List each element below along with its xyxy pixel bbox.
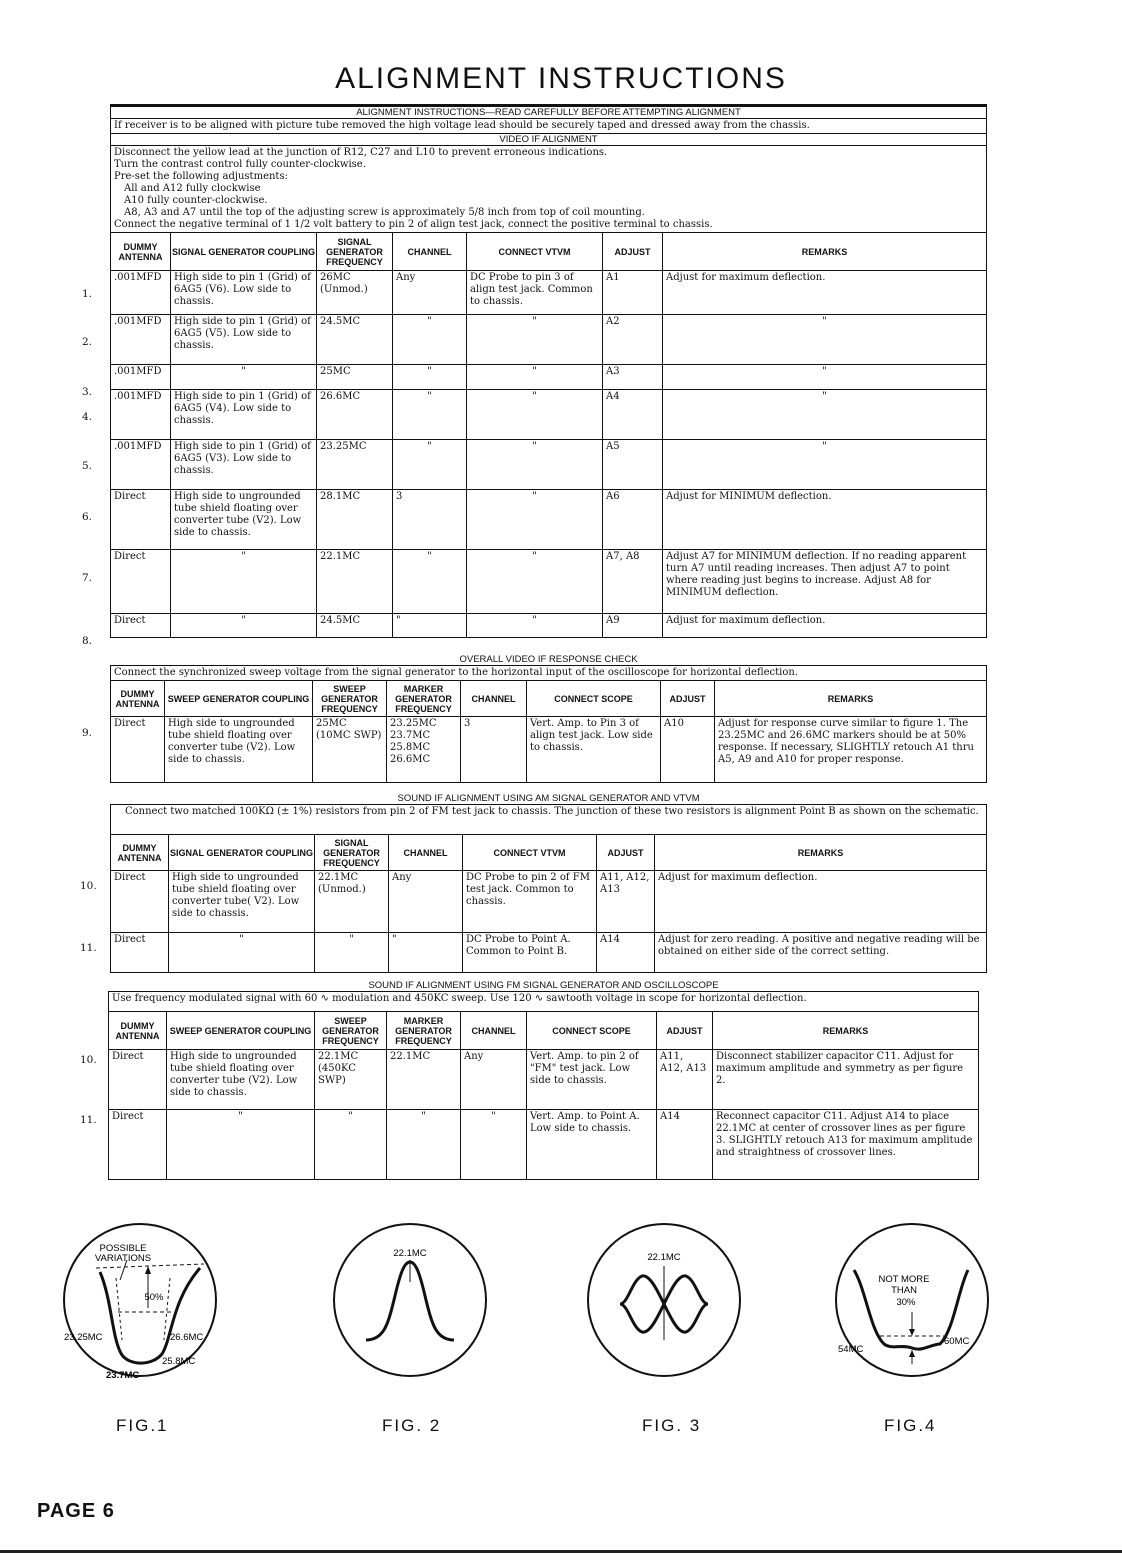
col-header: MARKER GENERATOR FREQUENCY: [387, 1012, 461, 1050]
col-header: DUMMY ANTENNA: [109, 1012, 167, 1050]
note-line: Connect the negative terminal of 1 1/2 volt battery to pin 2 of align test jack, connect the positive terminal to chassis.: [114, 219, 713, 230]
fig4-diagram: [832, 1220, 992, 1380]
marker-cell: 23.25MC 23.7MC 25.8MC 26.6MC: [387, 717, 461, 783]
col-header: ADJUST: [603, 233, 663, 271]
dummy-cell: Direct: [111, 717, 165, 783]
col-header: DUMMY ANTENNA: [111, 233, 171, 271]
col-header: CHANNEL: [389, 835, 463, 871]
fig1-variations: VARIATIONS: [94, 1253, 152, 1264]
row-number: 8.: [82, 635, 93, 647]
connect-cell: ": [467, 390, 603, 440]
fig4-marker: 54MC: [838, 1344, 864, 1355]
channel-cell: ": [393, 440, 467, 490]
note-line: Turn the contrast control fully counter-clockwise.: [114, 159, 366, 170]
col-header: REMARKS: [713, 1012, 979, 1050]
sound-am-table: [110, 793, 987, 973]
col-header: ADJUST: [597, 835, 655, 871]
col-header: SIGNAL GENERATOR FREQUENCY: [317, 233, 393, 271]
table-row: [109, 1050, 979, 1110]
fig1-pct: 50%: [144, 1292, 164, 1303]
adjust-cell: A11, A12, A13: [597, 871, 655, 933]
fig1-scope-icon: [60, 1220, 220, 1380]
sound-fm-table: [108, 980, 979, 1180]
fig1-marker: 23.25MC: [64, 1332, 103, 1343]
channel-cell: ": [393, 614, 467, 638]
col-header: REMARKS: [715, 681, 987, 717]
col-header: SIGNAL GENERATOR COUPLING: [169, 835, 315, 871]
dummy-cell: Direct: [109, 1110, 167, 1180]
dummy-cell: Direct: [111, 614, 171, 638]
dummy-cell: .001MFD: [111, 390, 171, 440]
sound-fm-band: SOUND IF ALIGNMENT USING FM SIGNAL GENERATOR AND OSCILLOSCOPE: [109, 980, 979, 992]
col-header: ADJUST: [657, 1012, 713, 1050]
col-header: REMARKS: [663, 233, 987, 271]
header-band: ALIGNMENT INSTRUCTIONS—READ CAREFULLY BEFORE ATTEMPTING ALIGNMENT: [111, 106, 987, 119]
fig2-scope-icon: [330, 1220, 490, 1380]
table-row: [111, 717, 987, 783]
table-row: [111, 271, 987, 315]
col-header: DUMMY ANTENNA: [111, 681, 165, 717]
dummy-cell: Direct: [111, 933, 169, 973]
coupling-cell: ": [171, 365, 317, 390]
remarks-cell: Reconnect capacitor C11. Adjust A14 to place 22.1MC at center of crossover lines as per figure 3. SLIGHTLY retouch A13 for maximum amplitude and straightness of crossover lines.: [713, 1110, 979, 1180]
remarks-cell: ": [663, 365, 987, 390]
dummy-cell: .001MFD: [111, 365, 171, 390]
page-number: PAGE 6: [37, 1500, 115, 1522]
freq-cell: 22.1MC: [317, 550, 393, 614]
dummy-cell: .001MFD: [111, 440, 171, 490]
freq-cell: ": [315, 933, 389, 973]
fig3-scope-icon: [584, 1220, 744, 1380]
freq-cell: 23.25MC: [317, 440, 393, 490]
remarks-cell: Adjust for maximum deflection.: [655, 871, 987, 933]
adjust-cell: A6: [603, 490, 663, 550]
channel-cell: ": [389, 933, 463, 973]
remarks-cell: Adjust A7 for MINIMUM deflection. If no reading apparent turn A7 until reading increases. Then adjust A7 to point where reading just begins to increase. Adjust A8 for MINIMUM deflection.: [663, 550, 987, 614]
adjust-cell: A1: [603, 271, 663, 315]
freq-cell: 24.5MC: [317, 614, 393, 638]
freq-cell: 26MC (Unmod.): [317, 271, 393, 315]
row-number: 10.: [80, 1054, 97, 1066]
row-number: 1.: [82, 288, 93, 300]
connect-cell: ": [467, 440, 603, 490]
col-header: REMARKS: [655, 835, 987, 871]
header-note: If receiver is to be aligned with picture tube removed the high voltage lead should be securely taped and dressed away from the chassis.: [111, 119, 987, 134]
note-line: A8, A3 and A7 until the top of the adjusting screw is approximately 5/8 inch from top of coil mounting.: [124, 207, 645, 218]
coupling-cell: High side to pin 1 (Grid) of 6AG5 (V3). Low side to chassis.: [171, 440, 317, 490]
col-header: CONNECT SCOPE: [527, 1012, 657, 1050]
fig4-text: 30%: [896, 1297, 916, 1308]
col-header: ADJUST: [661, 681, 715, 717]
connect-cell: DC Probe to pin 2 of FM test jack. Common to chassis.: [463, 871, 597, 933]
note-line: All and A12 fully clockwise: [124, 183, 261, 194]
overall-band: OVERALL VIDEO IF RESPONSE CHECK: [111, 654, 987, 666]
coupling-cell: High side to ungrounded tube shield floating over converter tube( V2). Low side to chassis.: [169, 871, 315, 933]
table-row: [111, 871, 987, 933]
dummy-cell: Direct: [111, 871, 169, 933]
row-number: 11.: [80, 1114, 97, 1126]
fig3-diagram: [584, 1220, 744, 1380]
sweep-cell: ": [315, 1110, 387, 1180]
note-line: Disconnect the yellow lead at the junction of R12, C27 and L10 to prevent erroneous indications.: [114, 147, 608, 158]
table-row: [111, 933, 987, 973]
col-header: CONNECT VTVM: [463, 835, 597, 871]
connect-cell: ": [467, 315, 603, 365]
col-header: DUMMY ANTENNA: [111, 835, 169, 871]
video-if-notes: [111, 146, 987, 233]
adjust-cell: A7, A8: [603, 550, 663, 614]
dummy-cell: .001MFD: [111, 315, 171, 365]
overall-note: Connect the synchronized sweep voltage from the signal generator to the horizontal input of the oscilloscope for horizontal deflection.: [111, 666, 987, 681]
col-header: SWEEP GENERATOR FREQUENCY: [313, 681, 387, 717]
dummy-cell: Direct: [111, 550, 171, 614]
coupling-cell: High side to pin 1 (Grid) of 6AG5 (V5). Low side to chassis.: [171, 315, 317, 365]
freq-cell: 28.1MC: [317, 490, 393, 550]
col-header: CONNECT VTVM: [467, 233, 603, 271]
note-line: Pre-set the following adjustments:: [114, 171, 288, 182]
col-header: SIGNAL GENERATOR FREQUENCY: [315, 835, 389, 871]
table-row: [111, 550, 987, 614]
fig1-diagram: [60, 1220, 220, 1380]
table-row: [111, 614, 987, 638]
video-if-table: [110, 104, 987, 638]
bottom-rule: [0, 1550, 1122, 1553]
col-header: SWEEP GENERATOR FREQUENCY: [315, 1012, 387, 1050]
connect-cell: ": [467, 490, 603, 550]
connect-cell: ": [467, 614, 603, 638]
fig3-label: FIG. 3: [642, 1416, 702, 1435]
dummy-cell: Direct: [109, 1050, 167, 1110]
freq-cell: 22.1MC (Unmod.): [315, 871, 389, 933]
connect-cell: DC Probe to pin 3 of align test jack. Common to chassis.: [467, 271, 603, 315]
coupling-cell: ": [167, 1110, 315, 1180]
col-header: CHANNEL: [393, 233, 467, 271]
row-number: 7.: [82, 572, 93, 584]
row-number: 3.: [82, 386, 93, 398]
channel-cell: ": [393, 315, 467, 365]
coupling-cell: High side to ungrounded tube shield floating over converter tube (V2). Low side to chassis.: [167, 1050, 315, 1110]
channel-cell: ": [393, 365, 467, 390]
adjust-cell: A3: [603, 365, 663, 390]
coupling-cell: ": [169, 933, 315, 973]
row-number: 11.: [80, 942, 97, 954]
fig3-marker: 22.1MC: [647, 1252, 681, 1263]
col-header: CHANNEL: [461, 1012, 527, 1050]
connect-cell: ": [467, 365, 603, 390]
connect-cell: Vert. Amp. to Pin 3 of align test jack. Low side to chassis.: [527, 717, 661, 783]
col-header: MARKER GENERATOR FREQUENCY: [387, 681, 461, 717]
fig4-text: NOT MORE: [878, 1274, 930, 1285]
dummy-cell: Direct: [111, 490, 171, 550]
col-header: SWEEP GENERATOR COUPLING: [167, 1012, 315, 1050]
table-row: [111, 390, 987, 440]
adjust-cell: A11, A12, A13: [657, 1050, 713, 1110]
channel-cell: Any: [389, 871, 463, 933]
sound-am-band: SOUND IF ALIGNMENT USING AM SIGNAL GENERATOR AND VTVM: [111, 793, 987, 805]
figures: [0, 1220, 1122, 1440]
fig4-marker: 60MC: [944, 1336, 970, 1347]
channel-cell: Any: [461, 1050, 527, 1110]
table-row: [111, 365, 987, 390]
row-number: 9.: [82, 727, 93, 739]
overall-table: [110, 654, 987, 783]
table-row: [111, 490, 987, 550]
adjust-cell: A9: [603, 614, 663, 638]
col-header: CONNECT SCOPE: [527, 681, 661, 717]
remarks-cell: Disconnect stabilizer capacitor C11. Adjust for maximum amplitude and symmetry as per figure 2.: [713, 1050, 979, 1110]
fig2-diagram: [330, 1220, 490, 1380]
row-number: 6.: [82, 511, 93, 523]
remarks-cell: Adjust for MINIMUM deflection.: [663, 490, 987, 550]
table-row: [109, 1110, 979, 1180]
adjust-cell: A14: [597, 933, 655, 973]
fig4-label: FIG.4: [884, 1416, 937, 1435]
remarks-cell: Adjust for maximum deflection.: [663, 614, 987, 638]
row-number: 4.: [82, 411, 93, 423]
coupling-cell: ": [171, 614, 317, 638]
freq-cell: 25MC: [317, 365, 393, 390]
coupling-cell: ": [171, 550, 317, 614]
adjust-cell: A4: [603, 390, 663, 440]
coupling-cell: High side to ungrounded tube shield floating over converter tube (V2). Low side to chassis.: [165, 717, 313, 783]
remarks-cell: Adjust for zero reading. A positive and negative reading will be obtained on either side of the correct setting.: [655, 933, 987, 973]
remarks-cell: ": [663, 390, 987, 440]
table-row: [111, 440, 987, 490]
table-row: [111, 315, 987, 365]
coupling-cell: High side to pin 1 (Grid) of 6AG5 (V6). Low side to chassis.: [171, 271, 317, 315]
adjust-cell: A2: [603, 315, 663, 365]
fig1-possible: POSSIBLE: [99, 1243, 147, 1254]
sound-am-note: Connect two matched 100KΩ (± 1%) resistors from pin 2 of FM test jack to chassis. The junction of these two resistors is alignment Point B as shown on the schematic.: [111, 805, 987, 835]
freq-cell: 26.6MC: [317, 390, 393, 440]
connect-cell: ": [467, 550, 603, 614]
fig1-marker: 25.8MC: [162, 1356, 196, 1367]
remarks-cell: ": [663, 315, 987, 365]
fig1-label: FIG.1: [116, 1416, 169, 1435]
channel-cell: 3: [393, 490, 467, 550]
fig2-label: FIG. 2: [382, 1416, 442, 1435]
col-header: SIGNAL GENERATOR COUPLING: [171, 233, 317, 271]
row-number: 10.: [80, 880, 97, 892]
video-if-band: VIDEO IF ALIGNMENT: [111, 134, 987, 146]
marker-cell: ": [387, 1110, 461, 1180]
remarks-cell: ": [663, 440, 987, 490]
connect-cell: Vert. Amp. to pin 2 of "FM" test jack. Low side to chassis.: [527, 1050, 657, 1110]
channel-cell: Any: [393, 271, 467, 315]
col-header: SWEEP GENERATOR COUPLING: [165, 681, 313, 717]
sweep-cell: 25MC (10MC SWP): [313, 717, 387, 783]
marker-cell: 22.1MC: [387, 1050, 461, 1110]
channel-cell: ": [461, 1110, 527, 1180]
connect-cell: DC Probe to Point A. Common to Point B.: [463, 933, 597, 973]
coupling-cell: High side to ungrounded tube shield floating over converter tube (V2). Low side to chassis.: [171, 490, 317, 550]
page-title: ALIGNMENT INSTRUCTIONS: [335, 62, 787, 95]
row-number: 5.: [82, 460, 93, 472]
remarks-cell: Adjust for response curve similar to figure 1. The 23.25MC and 26.6MC markers should be at 50% response. If necessary, SLIGHTLY retouch A1 thru A5, A9 and A10 for proper response.: [715, 717, 987, 783]
adjust-cell: A14: [657, 1110, 713, 1180]
connect-cell: Vert. Amp. to Point A. Low side to chassis.: [527, 1110, 657, 1180]
fig1-marker: 23.7MC: [106, 1370, 140, 1380]
remarks-cell: Adjust for maximum deflection.: [663, 271, 987, 315]
channel-cell: ": [393, 390, 467, 440]
sweep-cell: 22.1MC (450KC SWP): [315, 1050, 387, 1110]
dummy-cell: .001MFD: [111, 271, 171, 315]
sound-fm-note: Use frequency modulated signal with 60 ∿ modulation and 450KC sweep. Use 120 ∿ sawtooth voltage in scope for horizontal deflection.: [109, 992, 979, 1012]
channel-cell: 3: [461, 717, 527, 783]
row-number: 2.: [82, 336, 93, 348]
fig4-scope-icon: [832, 1220, 992, 1380]
fig2-marker: 22.1MC: [393, 1248, 427, 1259]
note-line: A10 fully counter-clockwise.: [124, 195, 268, 206]
col-header: CHANNEL: [461, 681, 527, 717]
fig4-text: THAN: [891, 1285, 917, 1296]
coupling-cell: High side to pin 1 (Grid) of 6AG5 (V4). Low side to chassis.: [171, 390, 317, 440]
fig1-marker: 26.6MC: [170, 1332, 204, 1343]
adjust-cell: A5: [603, 440, 663, 490]
freq-cell: 24.5MC: [317, 315, 393, 365]
adjust-cell: A10: [661, 717, 715, 783]
channel-cell: ": [393, 550, 467, 614]
